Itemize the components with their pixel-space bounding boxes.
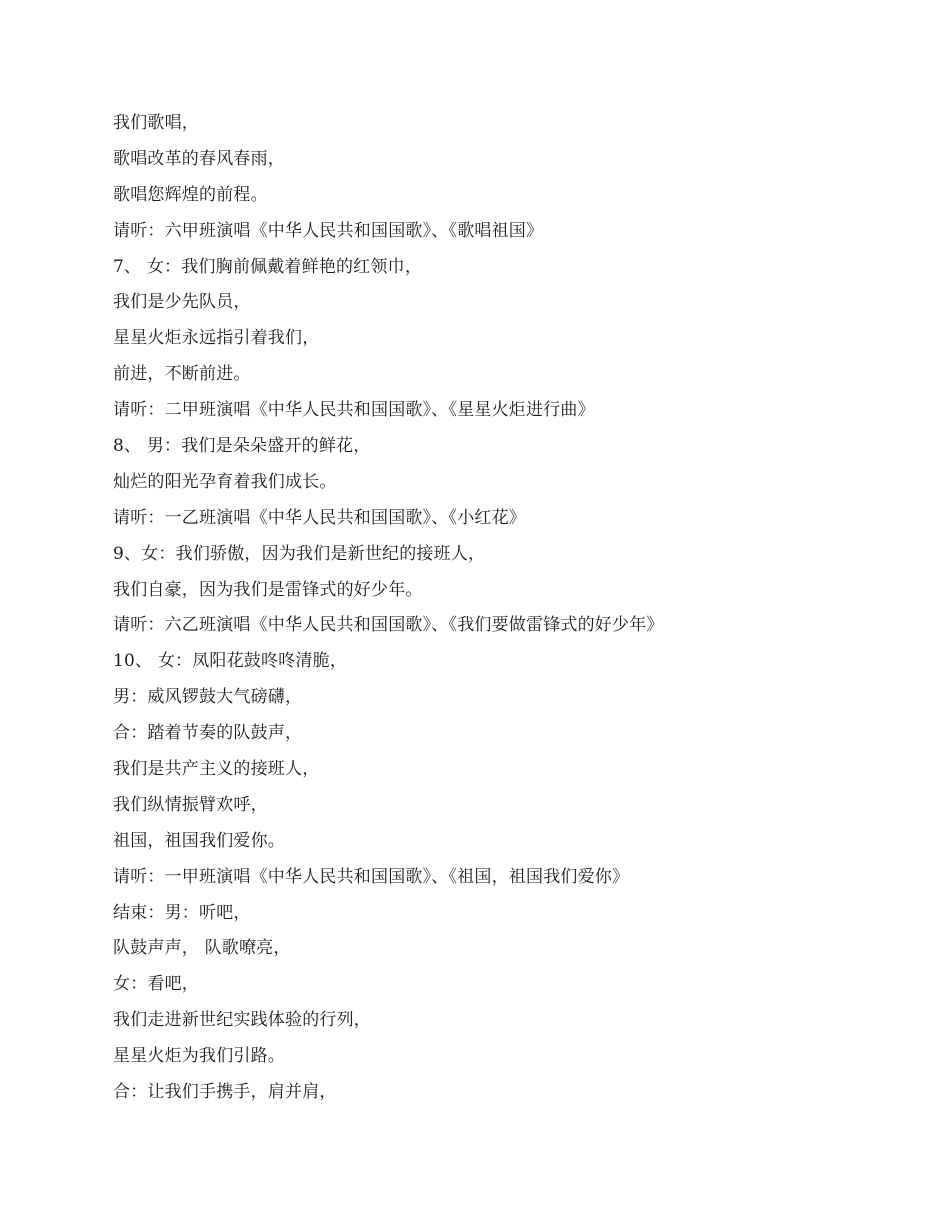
text-line: 星星火炬永远指引着我们， (113, 328, 320, 349)
text-line: 请听：二甲班演唱《中华人民共和国国歌》、《星星火炬进行曲》 (113, 400, 595, 421)
text-line: 7、 女：我们胸前佩戴着鲜艳的红领巾， (113, 256, 423, 277)
text-line: 请听：六乙班演唱《中华人民共和国国歌》、《我们要做雷锋式的好少年》 (113, 615, 664, 636)
text-line: 9、女：我们骄傲，因为我们是新世纪的接班人， (113, 543, 486, 564)
text-line: 我们是少先队员， (113, 292, 251, 313)
text-line: 请听：六甲班演唱《中华人民共和国国歌》、《歌唱祖国》 (113, 220, 544, 241)
text-line: 10、 女：凤阳花鼓咚咚清脆， (113, 651, 348, 672)
text-line: 合：踏着节奏的队鼓声， (113, 723, 303, 744)
text-line: 我们纵情振臂欢呼， (113, 794, 268, 815)
text-line: 我们是共产主义的接班人， (113, 759, 320, 780)
text-line: 队鼓声声， 队歌嘹亮， (113, 938, 291, 959)
text-line: 前进，不断前进。 (113, 364, 251, 385)
text-line: 我们走进新世纪实践体验的行列， (113, 1010, 371, 1031)
text-line: 我们歌唱， (113, 113, 199, 133)
text-line: 星星火炬为我们引路。 (113, 1046, 285, 1067)
text-line: 歌唱改革的春风春雨， (113, 148, 285, 169)
text-line: 请听：一乙班演唱《中华人民共和国国歌》、《小红花》 (113, 507, 526, 528)
text-line: 请听：一甲班演唱《中华人民共和国国歌》、《祖国，祖国我们爱你》 (113, 866, 630, 887)
text-line: 祖国，祖国我们爱你。 (113, 830, 285, 851)
text-body (113, 110, 893, 1115)
text-line: 结束：男：听吧， (113, 902, 251, 923)
text-line: 男：威风锣鼓大气磅礴， (113, 687, 303, 708)
text-line: 8、 男：我们是朵朵盛开的鲜花， (113, 436, 371, 457)
text-line: 合：让我们手携手，肩并肩， (113, 1082, 337, 1103)
text-line: 歌唱您辉煌的前程。 (113, 184, 268, 205)
text-line: 我们自豪，因为我们是雷锋式的好少年。 (113, 579, 423, 600)
text-line: 女：看吧， (113, 974, 199, 995)
text-line: 灿烂的阳光孕育着我们成长。 (113, 471, 337, 492)
